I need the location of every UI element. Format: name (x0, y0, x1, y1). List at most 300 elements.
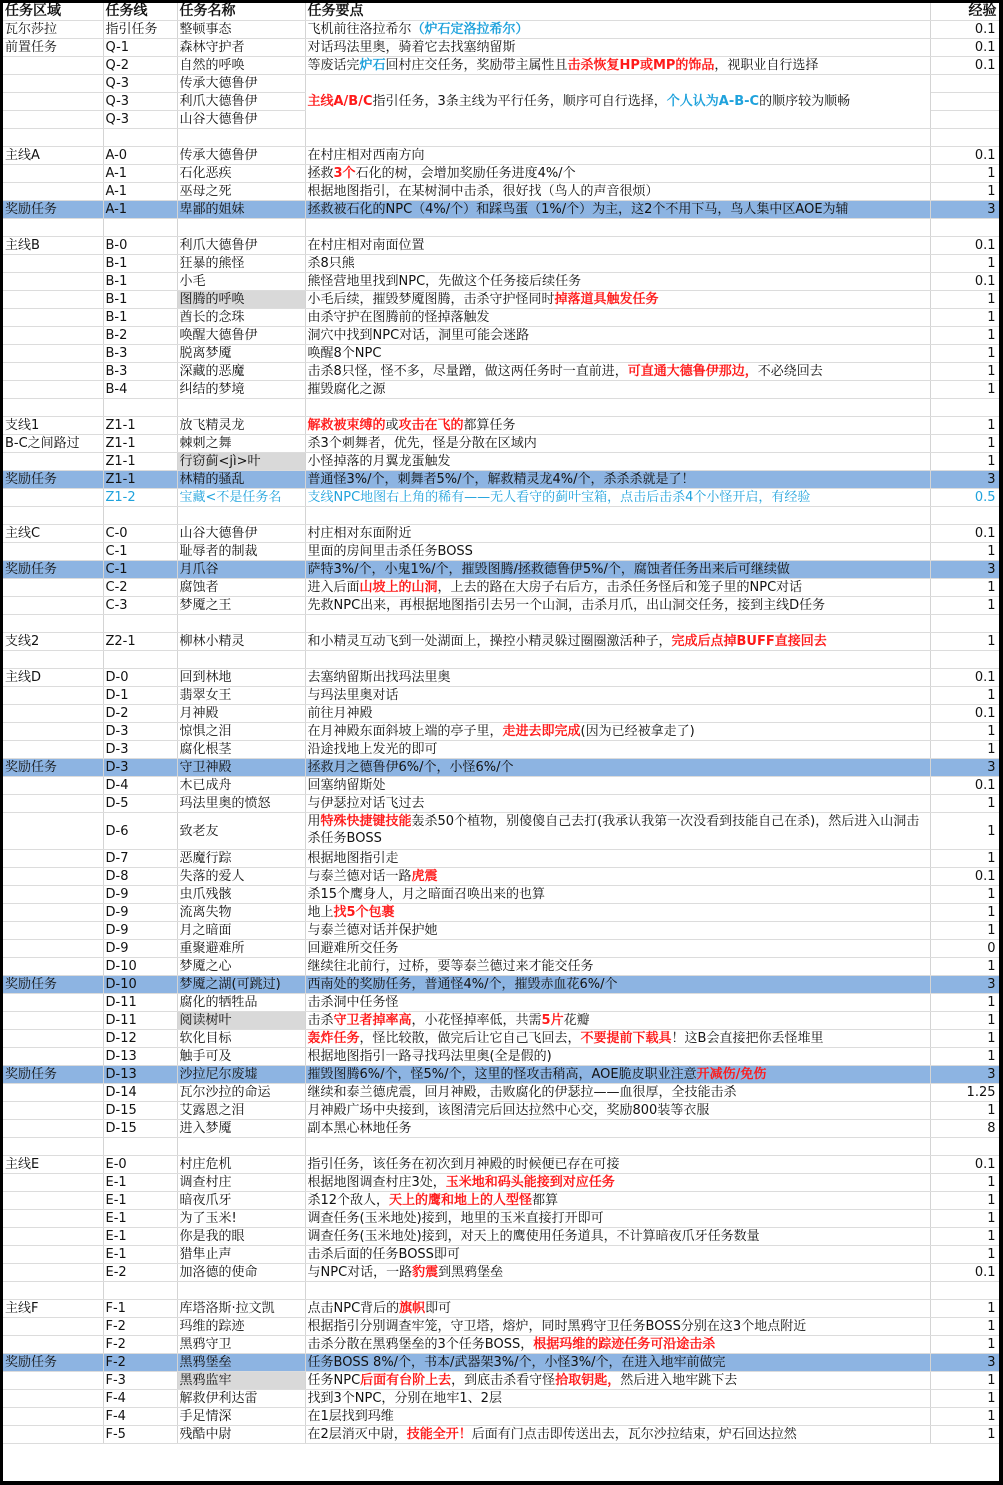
notes-cell[interactable] (305, 435, 930, 453)
exp-cell[interactable]: 1 (930, 183, 999, 201)
exp-cell[interactable]: 3 (930, 759, 999, 777)
exp-cell[interactable]: 1 (930, 1336, 999, 1354)
exp-cell[interactable]: 0.1 (930, 525, 999, 543)
empty-cell[interactable] (177, 1282, 305, 1300)
line-cell[interactable]: F-2 (103, 1336, 177, 1354)
empty-cell[interactable] (3, 651, 103, 669)
notes-cell[interactable] (305, 579, 930, 597)
line-cell[interactable]: D-7 (103, 850, 177, 868)
notes-cell[interactable] (305, 525, 930, 543)
line-cell[interactable]: B-3 (103, 363, 177, 381)
exp-cell[interactable]: 1 (930, 1228, 999, 1246)
line-cell[interactable]: Z2-1 (103, 633, 177, 651)
line-cell[interactable]: B-3 (103, 345, 177, 363)
notes-cell[interactable] (305, 147, 930, 165)
notes-cell[interactable] (305, 633, 930, 651)
notes-cell[interactable] (305, 1084, 930, 1102)
area-cell[interactable] (3, 1246, 103, 1264)
line-cell[interactable]: E-1 (103, 1192, 177, 1210)
exp-cell[interactable]: 1 (930, 381, 999, 399)
line-cell[interactable]: Z1-1 (103, 435, 177, 453)
area-cell[interactable] (3, 543, 103, 561)
empty-cell[interactable] (103, 219, 177, 237)
notes-cell[interactable] (305, 1120, 930, 1138)
area-cell[interactable]: 支线2 (3, 633, 103, 651)
name-cell[interactable]: 月神殿 (177, 705, 305, 723)
header-notes[interactable]: 任务要点 (305, 3, 930, 21)
name-cell[interactable]: 沙拉尼尔废墟 (177, 1066, 305, 1084)
notes-cell[interactable] (305, 381, 930, 399)
empty-cell[interactable] (305, 507, 930, 525)
area-cell[interactable] (3, 1120, 103, 1138)
area-cell[interactable] (3, 777, 103, 795)
name-cell[interactable]: 腐蚀者 (177, 579, 305, 597)
area-cell[interactable] (3, 1210, 103, 1228)
line-cell[interactable]: A-1 (103, 165, 177, 183)
name-cell[interactable]: 狂暴的熊怪 (177, 255, 305, 273)
exp-cell[interactable]: 1 (930, 309, 999, 327)
notes-cell[interactable] (305, 940, 930, 958)
notes-cell[interactable] (305, 1156, 930, 1174)
notes-cell[interactable] (305, 1390, 930, 1408)
exp-cell[interactable]: 1 (930, 417, 999, 435)
area-cell[interactable] (3, 904, 103, 922)
line-cell[interactable]: Q-3 (103, 93, 177, 111)
name-cell[interactable]: 重聚避难所 (177, 940, 305, 958)
empty-cell[interactable] (305, 1138, 930, 1156)
line-cell[interactable]: A-0 (103, 147, 177, 165)
empty-cell[interactable] (103, 615, 177, 633)
name-cell[interactable]: 守卫神殿 (177, 759, 305, 777)
area-cell[interactable] (3, 255, 103, 273)
area-cell[interactable] (3, 1030, 103, 1048)
empty-cell[interactable] (103, 507, 177, 525)
line-cell[interactable]: D-1 (103, 687, 177, 705)
name-cell[interactable]: 触手可及 (177, 1048, 305, 1066)
area-cell[interactable]: 奖励任务 (3, 759, 103, 777)
empty-cell[interactable] (103, 399, 177, 417)
notes-cell[interactable] (305, 57, 930, 75)
name-cell[interactable]: 致老友 (177, 813, 305, 850)
area-cell[interactable]: 奖励任务 (3, 976, 103, 994)
exp-cell[interactable]: 1 (930, 994, 999, 1012)
line-cell[interactable]: E-1 (103, 1246, 177, 1264)
name-cell[interactable]: 惊惧之泪 (177, 723, 305, 741)
exp-cell[interactable]: 1 (930, 363, 999, 381)
name-cell[interactable]: 你是我的眼 (177, 1228, 305, 1246)
exp-cell[interactable] (930, 111, 999, 129)
line-cell[interactable]: F-2 (103, 1354, 177, 1372)
area-cell[interactable]: 支线1 (3, 417, 103, 435)
notes-cell[interactable] (305, 705, 930, 723)
exp-cell[interactable]: 1 (930, 597, 999, 615)
area-cell[interactable]: 主线F (3, 1300, 103, 1318)
name-cell[interactable]: 传承大德鲁伊 (177, 75, 305, 93)
notes-cell[interactable] (305, 1210, 930, 1228)
notes-cell[interactable] (305, 1066, 930, 1084)
area-cell[interactable] (3, 345, 103, 363)
notes-cell[interactable] (305, 471, 930, 489)
area-cell[interactable] (3, 327, 103, 345)
notes-cell-merged[interactable] (305, 75, 930, 129)
area-cell[interactable] (3, 1012, 103, 1030)
exp-cell[interactable]: 0.1 (930, 39, 999, 57)
area-cell[interactable] (3, 111, 103, 129)
notes-cell[interactable] (305, 237, 930, 255)
line-cell[interactable]: C-1 (103, 543, 177, 561)
line-cell[interactable]: E-1 (103, 1228, 177, 1246)
empty-cell[interactable] (3, 129, 103, 147)
area-cell[interactable] (3, 1426, 103, 1444)
name-cell[interactable]: 黑鸦堡垒 (177, 1354, 305, 1372)
area-cell[interactable]: 主线E (3, 1156, 103, 1174)
name-cell[interactable]: 森林守护者 (177, 39, 305, 57)
area-cell[interactable] (3, 273, 103, 291)
exp-cell[interactable]: 1 (930, 345, 999, 363)
empty-cell[interactable] (305, 219, 930, 237)
notes-cell[interactable] (305, 561, 930, 579)
exp-cell[interactable]: 1 (930, 687, 999, 705)
notes-cell[interactable] (305, 922, 930, 940)
name-cell[interactable]: 小毛 (177, 273, 305, 291)
exp-cell[interactable]: 1 (930, 795, 999, 813)
line-cell[interactable]: D-13 (103, 1048, 177, 1066)
area-cell[interactable] (3, 165, 103, 183)
name-cell[interactable]: 玛维的踪迹 (177, 1318, 305, 1336)
exp-cell[interactable]: 1 (930, 1048, 999, 1066)
exp-cell[interactable]: 1 (930, 1174, 999, 1192)
name-cell[interactable]: 木已成舟 (177, 777, 305, 795)
area-cell[interactable] (3, 922, 103, 940)
line-cell[interactable]: D-9 (103, 886, 177, 904)
area-cell[interactable] (3, 75, 103, 93)
notes-cell[interactable] (305, 687, 930, 705)
notes-cell[interactable] (305, 273, 930, 291)
notes-cell[interactable] (305, 39, 930, 57)
name-cell[interactable]: 翡翠女王 (177, 687, 305, 705)
empty-cell[interactable] (103, 651, 177, 669)
line-cell[interactable]: B-1 (103, 255, 177, 273)
line-cell[interactable]: 指引任务 (103, 21, 177, 39)
name-cell[interactable]: 耻辱者的制裁 (177, 543, 305, 561)
line-cell[interactable]: D-2 (103, 705, 177, 723)
line-cell[interactable]: B-2 (103, 327, 177, 345)
exp-cell[interactable]: 1 (930, 958, 999, 976)
name-cell[interactable]: 回到林地 (177, 669, 305, 687)
area-cell[interactable]: 奖励任务 (3, 201, 103, 219)
notes-cell[interactable] (305, 201, 930, 219)
area-cell[interactable]: B-C之间路过 (3, 435, 103, 453)
notes-cell[interactable] (305, 958, 930, 976)
empty-cell[interactable] (305, 615, 930, 633)
line-cell[interactable]: C-0 (103, 525, 177, 543)
line-cell[interactable]: A-1 (103, 183, 177, 201)
notes-cell[interactable] (305, 1228, 930, 1246)
exp-cell[interactable]: 1 (930, 886, 999, 904)
area-cell[interactable]: 奖励任务 (3, 471, 103, 489)
area-cell[interactable] (3, 886, 103, 904)
exp-cell[interactable]: 0.1 (930, 868, 999, 886)
area-cell[interactable] (3, 813, 103, 850)
name-cell[interactable]: 卑鄙的姐妹 (177, 201, 305, 219)
exp-cell[interactable]: 3 (930, 1066, 999, 1084)
notes-cell[interactable] (305, 255, 930, 273)
line-cell[interactable]: D-14 (103, 1084, 177, 1102)
line-cell[interactable]: Q-3 (103, 75, 177, 93)
exp-cell[interactable]: 0.1 (930, 57, 999, 75)
name-cell[interactable]: 虫爪残骸 (177, 886, 305, 904)
notes-cell[interactable] (305, 1012, 930, 1030)
empty-cell[interactable] (177, 507, 305, 525)
empty-cell[interactable] (3, 1138, 103, 1156)
area-cell[interactable] (3, 1192, 103, 1210)
empty-cell[interactable] (177, 615, 305, 633)
notes-cell[interactable] (305, 741, 930, 759)
line-cell[interactable]: B-4 (103, 381, 177, 399)
notes-cell[interactable] (305, 976, 930, 994)
line-cell[interactable]: D-9 (103, 922, 177, 940)
empty-cell[interactable] (930, 615, 999, 633)
notes-cell[interactable] (305, 309, 930, 327)
exp-cell[interactable]: 1 (930, 453, 999, 471)
line-cell[interactable]: D-9 (103, 904, 177, 922)
name-cell[interactable]: 脱离梦魇 (177, 345, 305, 363)
exp-cell[interactable]: 1 (930, 1246, 999, 1264)
empty-cell[interactable] (177, 1138, 305, 1156)
notes-cell[interactable] (305, 886, 930, 904)
area-cell[interactable] (3, 489, 103, 507)
exp-cell[interactable]: 1 (930, 165, 999, 183)
area-cell[interactable] (3, 309, 103, 327)
line-cell[interactable]: D-3 (103, 723, 177, 741)
area-cell[interactable]: 前置任务 (3, 39, 103, 57)
notes-cell[interactable] (305, 1174, 930, 1192)
area-cell[interactable] (3, 940, 103, 958)
notes-cell[interactable] (305, 1426, 930, 1444)
area-cell[interactable] (3, 1174, 103, 1192)
name-cell[interactable]: 传承大德鲁伊 (177, 147, 305, 165)
empty-cell[interactable] (3, 615, 103, 633)
line-cell[interactable]: D-3 (103, 741, 177, 759)
line-cell[interactable]: E-1 (103, 1210, 177, 1228)
notes-cell[interactable] (305, 345, 930, 363)
name-cell[interactable]: 解救伊利达雷 (177, 1390, 305, 1408)
line-cell[interactable]: Z1-1 (103, 453, 177, 471)
line-cell[interactable]: B-0 (103, 237, 177, 255)
exp-cell[interactable]: 1 (930, 255, 999, 273)
area-cell[interactable] (3, 381, 103, 399)
name-cell[interactable]: 恶魔行踪 (177, 850, 305, 868)
exp-cell[interactable]: 0.1 (930, 147, 999, 165)
name-cell[interactable]: 棘刺之舞 (177, 435, 305, 453)
line-cell[interactable]: B-1 (103, 291, 177, 309)
header-area[interactable]: 任务区域 (3, 3, 103, 21)
exp-cell[interactable]: 1 (930, 723, 999, 741)
exp-cell[interactable]: 1 (930, 1426, 999, 1444)
name-cell[interactable]: 酋长的念珠 (177, 309, 305, 327)
exp-cell[interactable]: 0.1 (930, 777, 999, 795)
notes-cell[interactable] (305, 453, 930, 471)
line-cell[interactable]: D-11 (103, 994, 177, 1012)
exp-cell[interactable]: 0.1 (930, 669, 999, 687)
notes-cell[interactable] (305, 363, 930, 381)
exp-cell[interactable]: 1 (930, 579, 999, 597)
notes-cell[interactable] (305, 291, 930, 309)
exp-cell[interactable]: 1 (930, 1318, 999, 1336)
exp-cell[interactable]: 0.5 (930, 489, 999, 507)
line-cell[interactable]: F-5 (103, 1426, 177, 1444)
area-cell[interactable] (3, 1084, 103, 1102)
name-cell[interactable]: 自然的呼唤 (177, 57, 305, 75)
name-cell[interactable]: 腐化根茎 (177, 741, 305, 759)
line-cell[interactable]: F-1 (103, 1300, 177, 1318)
line-cell[interactable]: F-4 (103, 1390, 177, 1408)
name-cell[interactable]: 整顿事态 (177, 21, 305, 39)
empty-cell[interactable] (305, 129, 930, 147)
name-cell[interactable]: 深藏的恶魔 (177, 363, 305, 381)
area-cell[interactable] (3, 795, 103, 813)
line-cell[interactable]: D-4 (103, 777, 177, 795)
notes-cell[interactable] (305, 1030, 930, 1048)
line-cell[interactable]: Z1-2 (103, 489, 177, 507)
exp-cell[interactable]: 1 (930, 1300, 999, 1318)
name-cell[interactable]: 宝藏<不是任务名 (177, 489, 305, 507)
exp-cell[interactable]: 3 (930, 976, 999, 994)
exp-cell[interactable]: 3 (930, 471, 999, 489)
empty-cell[interactable] (305, 399, 930, 417)
area-cell[interactable] (3, 579, 103, 597)
area-cell[interactable] (3, 183, 103, 201)
line-cell[interactable]: D-0 (103, 669, 177, 687)
notes-cell[interactable] (305, 1408, 930, 1426)
empty-cell[interactable] (177, 651, 305, 669)
area-cell[interactable] (3, 291, 103, 309)
name-cell[interactable]: 柳林小精灵 (177, 633, 305, 651)
area-cell[interactable] (3, 453, 103, 471)
line-cell[interactable]: D-11 (103, 1012, 177, 1030)
empty-cell[interactable] (930, 219, 999, 237)
notes-cell[interactable] (305, 597, 930, 615)
name-cell[interactable]: 放飞精灵龙 (177, 417, 305, 435)
name-cell[interactable]: 村庄危机 (177, 1156, 305, 1174)
line-cell[interactable]: D-15 (103, 1102, 177, 1120)
exp-cell[interactable]: 0.1 (930, 273, 999, 291)
notes-cell[interactable] (305, 1192, 930, 1210)
line-cell[interactable]: A-1 (103, 201, 177, 219)
empty-cell[interactable] (930, 399, 999, 417)
exp-cell[interactable]: 8 (930, 1120, 999, 1138)
notes-cell[interactable] (305, 994, 930, 1012)
area-cell[interactable] (3, 1336, 103, 1354)
name-cell[interactable]: 梦魇之心 (177, 958, 305, 976)
exp-cell[interactable]: 3 (930, 201, 999, 219)
area-cell[interactable] (3, 723, 103, 741)
name-cell[interactable]: 玛法里奥的愤怒 (177, 795, 305, 813)
exp-cell[interactable]: 0 (930, 940, 999, 958)
line-cell[interactable]: D-10 (103, 958, 177, 976)
area-cell[interactable]: 奖励任务 (3, 561, 103, 579)
area-cell[interactable] (3, 1372, 103, 1390)
line-cell[interactable]: B-1 (103, 273, 177, 291)
exp-cell[interactable]: 0.1 (930, 237, 999, 255)
line-cell[interactable]: D-3 (103, 759, 177, 777)
line-cell[interactable]: F-4 (103, 1408, 177, 1426)
exp-cell[interactable] (930, 93, 999, 111)
empty-cell[interactable] (305, 1282, 930, 1300)
line-cell[interactable]: D-12 (103, 1030, 177, 1048)
line-cell[interactable]: Z1-1 (103, 417, 177, 435)
area-cell[interactable] (3, 1408, 103, 1426)
empty-cell[interactable] (103, 129, 177, 147)
exp-cell[interactable]: 1 (930, 1408, 999, 1426)
area-cell[interactable]: 主线D (3, 669, 103, 687)
area-cell[interactable]: 瓦尔莎拉 (3, 21, 103, 39)
empty-cell[interactable] (177, 129, 305, 147)
area-cell[interactable] (3, 958, 103, 976)
area-cell[interactable] (3, 1102, 103, 1120)
exp-cell[interactable]: 0.1 (930, 705, 999, 723)
name-cell[interactable]: 加洛德的使命 (177, 1264, 305, 1282)
exp-cell[interactable]: 1 (930, 633, 999, 651)
header-name[interactable]: 任务名称 (177, 3, 305, 21)
area-cell[interactable] (3, 93, 103, 111)
line-cell[interactable]: Q-2 (103, 57, 177, 75)
empty-cell[interactable] (177, 399, 305, 417)
notes-cell[interactable] (305, 1300, 930, 1318)
line-cell[interactable]: C-2 (103, 579, 177, 597)
line-cell[interactable]: Q-3 (103, 111, 177, 129)
exp-cell[interactable]: 1 (930, 1030, 999, 1048)
area-cell[interactable] (3, 705, 103, 723)
area-cell[interactable]: 主线B (3, 237, 103, 255)
exp-cell[interactable]: 3 (930, 1354, 999, 1372)
name-cell[interactable]: 失落的爱人 (177, 868, 305, 886)
name-cell[interactable]: 残酷中尉 (177, 1426, 305, 1444)
exp-cell[interactable]: 1 (930, 327, 999, 345)
line-cell[interactable]: D-13 (103, 1066, 177, 1084)
empty-cell[interactable] (930, 651, 999, 669)
name-cell[interactable]: 腐化的牺牲品 (177, 994, 305, 1012)
exp-cell[interactable]: 1 (930, 1390, 999, 1408)
name-cell[interactable]: 软化目标 (177, 1030, 305, 1048)
area-cell[interactable]: 主线A (3, 147, 103, 165)
empty-cell[interactable] (3, 1282, 103, 1300)
name-cell[interactable]: 山谷大德鲁伊 (177, 525, 305, 543)
notes-cell[interactable] (305, 1318, 930, 1336)
area-cell[interactable] (3, 597, 103, 615)
empty-cell[interactable] (3, 507, 103, 525)
area-cell[interactable] (3, 1390, 103, 1408)
name-cell[interactable]: 梦魇之湖(可跳过) (177, 976, 305, 994)
empty-cell[interactable] (930, 1282, 999, 1300)
exp-cell[interactable]: 1 (930, 1372, 999, 1390)
empty-cell[interactable] (103, 1282, 177, 1300)
line-cell[interactable]: B-1 (103, 309, 177, 327)
area-cell[interactable] (3, 1048, 103, 1066)
line-cell[interactable]: E-1 (103, 1174, 177, 1192)
notes-cell[interactable] (305, 1336, 930, 1354)
area-cell[interactable] (3, 687, 103, 705)
notes-cell[interactable] (305, 795, 930, 813)
name-cell[interactable]: 图腾的呼唤 (177, 291, 305, 309)
name-cell[interactable]: 黑鸦守卫 (177, 1336, 305, 1354)
notes-cell[interactable] (305, 850, 930, 868)
notes-cell[interactable] (305, 165, 930, 183)
notes-cell[interactable] (305, 1354, 930, 1372)
line-cell[interactable]: C-3 (103, 597, 177, 615)
empty-cell[interactable] (177, 219, 305, 237)
area-cell[interactable] (3, 57, 103, 75)
